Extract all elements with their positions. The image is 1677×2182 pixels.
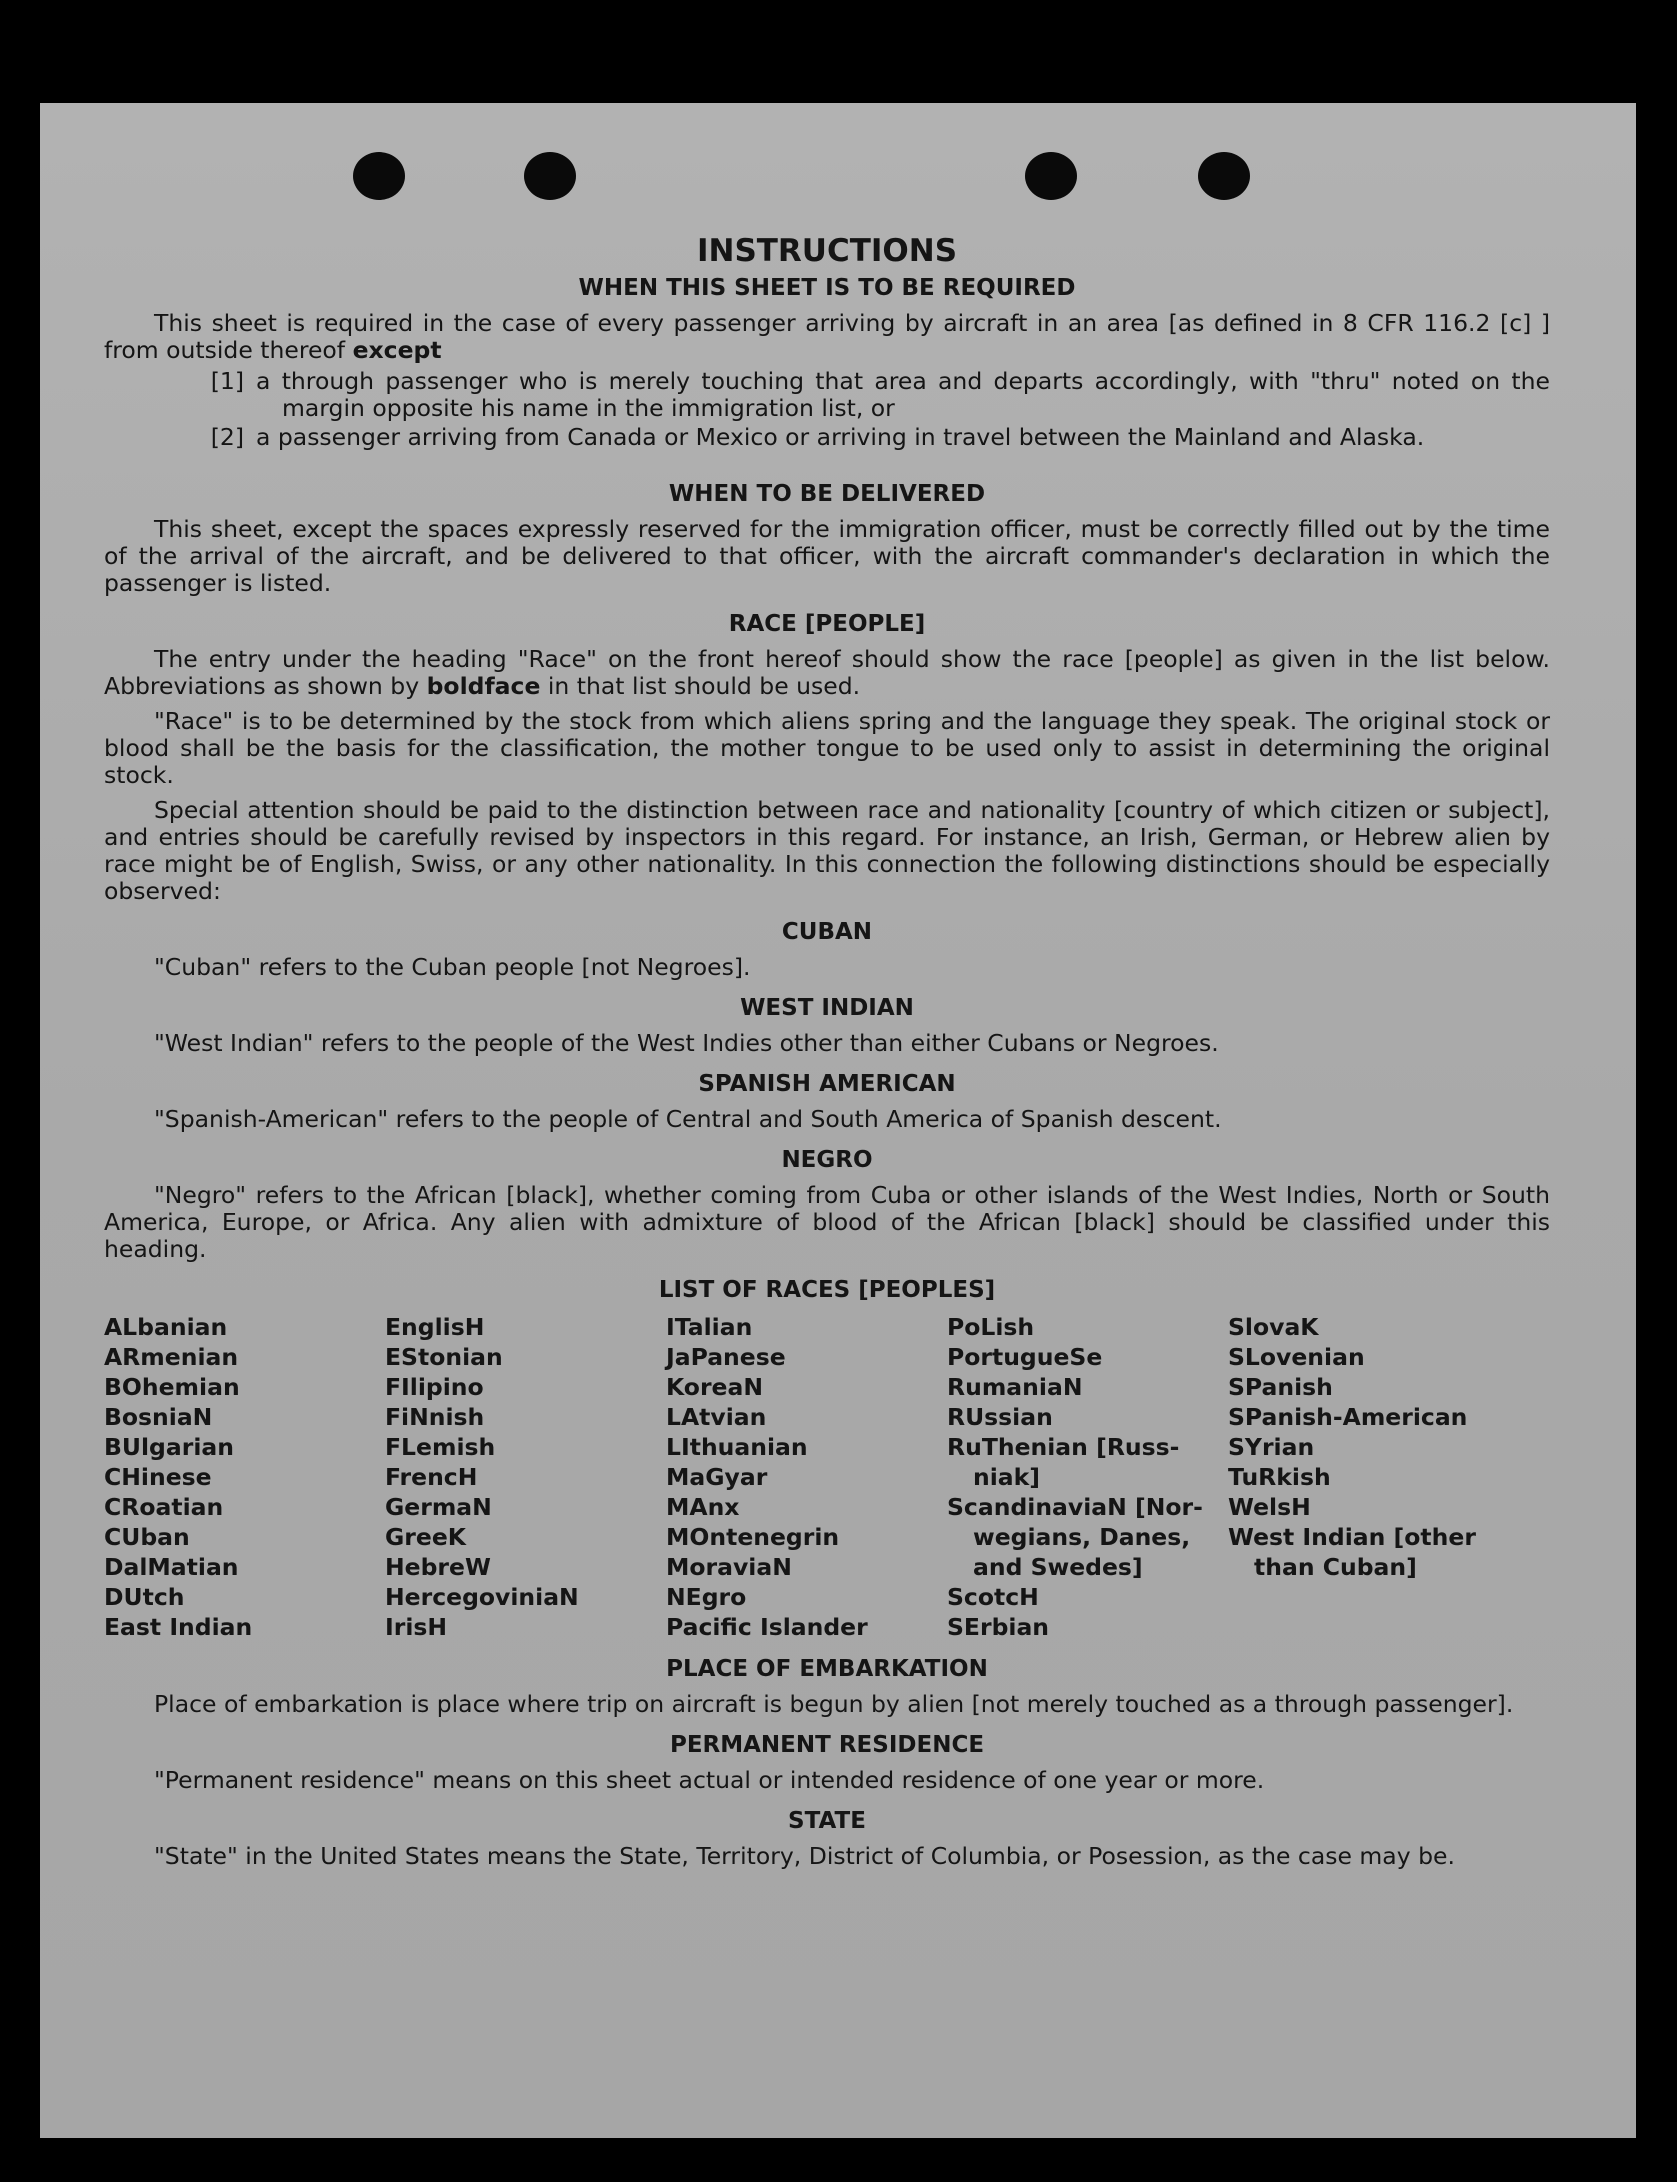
race-paragraph-1: The entry under the heading "Race" on the front hereof should show the race [people] as given in the list below. Abbreviations as shown by boldface in that list should be used. <box>104 645 1550 700</box>
negro-text: "Negro" refers to the African [black], whether coming from Cuba or other islands of the West Indies, North or South America, Europe, or Africa. Any alien with admixture of blood of the African [black] should be classified under this heading. <box>104 1181 1550 1263</box>
races-column-4 <box>947 1312 1228 1642</box>
heading-cuban: CUBAN <box>781 919 873 945</box>
races-list <box>104 1312 1550 1642</box>
heading-west-indian: WEST INDIAN <box>740 995 914 1021</box>
races-column-5 <box>1228 1312 1550 1642</box>
heading-race: RACE [PEOPLE] <box>728 611 926 637</box>
punch-hole <box>353 152 405 200</box>
punch-hole <box>524 152 576 200</box>
delivered-text: This sheet, except the spaces expressly reserved for the immigration officer, must be correctly filled out by the time of the arrival of the aircraft, and be delivered to that officer, with the aircraft commander's declaration in which the passenger is listed. <box>104 515 1550 597</box>
list-item: than Cuban] <box>1254 1553 1417 1581</box>
race-paragraph-3: Special attention should be paid to the distinction between race and nationality [country of which citizen or subject], and entries should be carefully revised by inspectors in this regard. For instance, an Irish, German, or Hebrew alien by race might be of English, Swiss, or any other nationality. In this connection the following distinctions should be especially observed: <box>104 796 1550 905</box>
list-item: SErbian <box>947 1613 1050 1641</box>
races-column-1 <box>104 1312 385 1642</box>
list-item: East Indian <box>104 1613 253 1641</box>
list-item: BOhemian <box>104 1373 240 1401</box>
list-item: ITalian <box>666 1313 753 1341</box>
list-item: SYrian <box>1228 1433 1315 1461</box>
list-item: ALbanian <box>104 1313 228 1341</box>
west-indian-text: "West Indian" refers to the people of the West Indies other than either Cubans or Negroes. <box>154 1029 1219 1057</box>
heading-state: STATE <box>788 1808 866 1834</box>
list-item: HebreW <box>385 1553 491 1581</box>
list-item: PoLish <box>947 1313 1035 1341</box>
list-item: TuRkish <box>1228 1463 1331 1491</box>
list-item: SlovaK <box>1228 1313 1319 1341</box>
heading-list-of-races: LIST OF RACES [PEOPLES] <box>658 1277 996 1303</box>
list-item: BUlgarian <box>104 1433 234 1461</box>
list-item: DalMatian <box>104 1553 239 1581</box>
list-item: FIlipino <box>385 1373 484 1401</box>
list-item: NEgro <box>666 1583 747 1611</box>
list-item: RumaniaN <box>947 1373 1083 1401</box>
list-item: IrisH <box>385 1613 448 1641</box>
list-item: ScotcH <box>947 1583 1039 1611</box>
race-paragraph-2: "Race" is to be determined by the stock from which aliens spring and the language they speak. The original stock or blood shall be the basis for the classification, the mother tongue to be used only to assist in determining the original stock. <box>104 707 1550 789</box>
list-item: RuThenian [Russ- <box>947 1433 1180 1461</box>
list-item: ARmenian <box>104 1343 239 1371</box>
list-item: MoraviaN <box>666 1553 792 1581</box>
races-column-2 <box>385 1312 666 1642</box>
embarkation-text: Place of embarkation is place where trip on aircraft is begun by alien [not merely touched as a through passenger]. <box>154 1690 1514 1718</box>
list-item: FiNnish <box>385 1403 485 1431</box>
list-item: SPanish-American <box>1228 1403 1468 1431</box>
list-item: SPanish <box>1228 1373 1333 1401</box>
list-item: EnglisH <box>385 1313 485 1341</box>
punch-hole <box>1025 152 1077 200</box>
page-title: INSTRUCTIONS <box>696 233 958 269</box>
heading-required: WHEN THIS SHEET IS TO BE REQUIRED <box>578 275 1076 301</box>
list-item: DUtch <box>104 1583 185 1611</box>
list-item: niak] <box>973 1463 1041 1491</box>
list-item: JaPanese <box>666 1343 786 1371</box>
races-column-3 <box>666 1312 947 1642</box>
list-item: CHinese <box>104 1463 212 1491</box>
list-item: CUban <box>104 1523 190 1551</box>
list-item: LAtvian <box>666 1403 767 1431</box>
list-item: GreeK <box>385 1523 466 1551</box>
list-item: MAnx <box>666 1493 740 1521</box>
list-item: EStonian <box>385 1343 503 1371</box>
list-item: MaGyar <box>666 1463 768 1491</box>
required-item-2: [2] a passenger arriving from Canada or Mexico or arriving in travel between the Mainland and Alaska. <box>210 423 1425 451</box>
list-item: BosniaN <box>104 1403 213 1431</box>
instructions-content <box>104 232 1550 1878</box>
list-item: Pacific Islander <box>666 1613 868 1641</box>
list-item: KoreaN <box>666 1373 763 1401</box>
list-item: MOntenegrin <box>666 1523 840 1551</box>
required-intro: This sheet is required in the case of every passenger arriving by aircraft in an area [as defined in 8 CFR 116.2 [c] ] from outside thereof except <box>104 309 1550 364</box>
heading-negro: NEGRO <box>781 1147 873 1173</box>
list-item: PortugueSe <box>947 1343 1103 1371</box>
list-item: FLemish <box>385 1433 496 1461</box>
heading-permanent-residence: PERMANENT RESIDENCE <box>669 1732 985 1758</box>
list-item: ScandinaviaN [Nor- <box>947 1493 1203 1521</box>
state-text: "State" in the United States means the State, Territory, District of Columbia, or Posession, as the case may be. <box>154 1842 1455 1870</box>
list-item: RUssian <box>947 1403 1053 1431</box>
residence-text: "Permanent residence" means on this sheet actual or intended residence of one year or more. <box>154 1766 1265 1794</box>
list-item: FrencH <box>385 1463 478 1491</box>
list-item: WelsH <box>1228 1493 1311 1521</box>
heading-spanish-american: SPANISH AMERICAN <box>698 1071 956 1097</box>
list-item: and Swedes] <box>973 1553 1143 1581</box>
cuban-text: "Cuban" refers to the Cuban people [not Negroes]. <box>154 953 751 981</box>
list-item: wegians, Danes, <box>973 1523 1191 1551</box>
required-item-1: [1] a through passenger who is merely touching that area and departs accordingly, with "thru" noted on the margin opposite his name in the immigration list, or <box>210 367 1550 422</box>
list-item: GermaN <box>385 1493 492 1521</box>
heading-delivered: WHEN TO BE DELIVERED <box>668 481 986 507</box>
list-item: SLovenian <box>1228 1343 1365 1371</box>
punch-hole <box>1198 152 1250 200</box>
heading-embarkation: PLACE OF EMBARKATION <box>666 1656 988 1682</box>
list-item: CRoatian <box>104 1493 224 1521</box>
list-item: LIthuanian <box>666 1433 808 1461</box>
spanish-american-text: "Spanish-American" refers to the people of Central and South America of Spanish descent. <box>154 1105 1222 1133</box>
list-item: West Indian [other <box>1228 1523 1476 1551</box>
list-item: HercegoviniaN <box>385 1583 579 1611</box>
